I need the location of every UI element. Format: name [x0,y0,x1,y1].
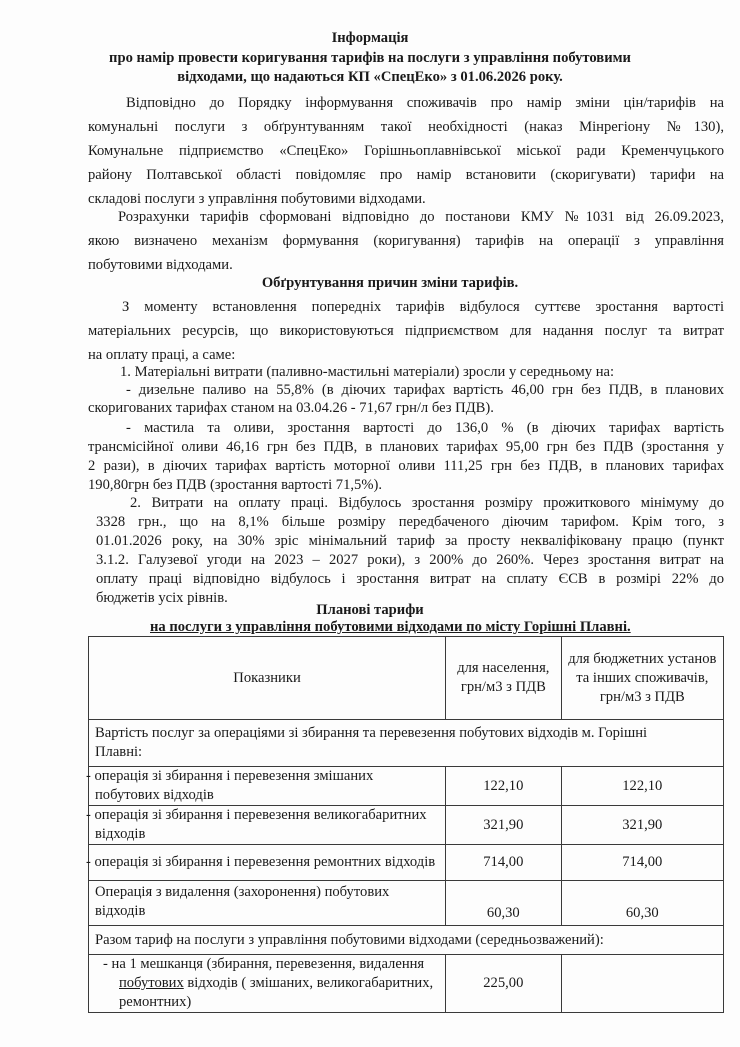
population-value: 122,10 [446,767,562,806]
text-line: побутовими відходами. [88,257,233,273]
label-text: - на 1 мешканця (збирання, перевезення, видалення [103,956,425,972]
document-title: Інформація [331,30,409,46]
text-line: - мастила та оливи, зростання вартості до 136,0 % (в діючих тарифах вартість [126,420,724,436]
text-line: 2. Витрати на оплату праці. Відбулось зростання розміру прожиткового мінімуму до [130,495,724,511]
section-label: Разом тариф на послуги з управління побутовими відходами (середньозважений): [89,926,724,955]
text-line: на оплату праці, а саме: [88,347,236,363]
text-line: Відповідно до Порядку інформування споживачів про намір зміни цін/тарифів на [126,95,724,111]
column-header-indicators: Показники [89,637,446,720]
tariffs-subtitle: на послуги з управління побутовими відходами по місту Горішні Плавні. [150,619,631,635]
table-row [89,845,724,881]
label-text: відходів ( змішаних, великогабаритних, ремонтних) [119,975,434,1010]
text-line: 2 рази), в діючих тарифах вартість моторної оливи 111,25 грн без ПДВ, в планових тарифах [88,458,724,474]
table-row [89,767,724,806]
other-value: 714,00 [561,845,723,881]
text-line: бюджетів усіх рівнів. [96,590,228,606]
row-label: Операція з видалення (захоронення) побутових відходів [89,881,446,926]
text-line: З моменту встановлення попередніх тарифів відбулося суттєве зростання вартості [122,299,724,315]
text-line: матеріальних ресурсів, що використовуються підприємством для надання послуг та витрат [88,323,724,339]
table-row-per-resident [89,955,724,1013]
text-line: 01.01.2026 року, на 30% зріс мінімальний тариф за просту некваліфіковану працю (пункт [96,533,724,549]
justification-heading: Обґрунтування причин зміни тарифів. [261,275,519,291]
text-line: комунальні послуги з обґрунтуванням такої необхідності (наказ Мінрегіону №130), [88,119,724,135]
text-line: якою визначено механізм формування (коригування) тарифів на операції з управління [88,233,724,249]
text-line: Комунальне підприємство «СпецЕко» Горішньоплавнівської міської ради Кременчуцького [88,143,724,159]
document-subtitle-line-2: відходами, що надаються КП «СпецЕко» з 01.06.2026 року. [177,69,563,85]
other-value: 321,90 [561,806,723,845]
label-underlined-text: побутових [119,975,184,991]
population-value: 321,90 [446,806,562,845]
row-label: - операція зі збирання і перевезення змішаних побутових відходів [89,767,446,806]
table-row-disposal [89,881,724,926]
row-label: - операція зі збирання і перевезення великогабаритних відходів [89,806,446,845]
column-header-population: для населення, грн/м3 з ПДВ [446,637,562,720]
text-line: складові послуги з управління побутовими відходами. [88,191,426,207]
list-item-title: 1. Матеріальні витрати (паливно-мастильні матеріали) зросли у середньому на: [120,364,615,380]
population-value: 225,00 [446,955,562,1013]
text-line: 3.1.2. Галузевої угоди на 2023 – 2027 роки), з 200% до 260%. Через зростання витрат на [96,552,724,568]
text-line: оплату праці відповідно відбулось і зростання витрат на сплату ЄСВ в розмірі 22% до [96,571,724,587]
other-value: 122,10 [561,767,723,806]
text-line: 3328 грн., що на 8,1% більше розміру передбаченого діючим тарифом. Крім того, з [96,514,724,530]
other-value [561,955,723,1013]
row-label: - операція зі збирання і перевезення ремонтних відходів [89,845,446,881]
population-value: 60,30 [446,881,562,926]
document-subtitle-line-1: про намір провести коригування тарифів на послуги з управління побутовими [109,50,631,66]
table-header-row [89,637,724,720]
tariffs-table [88,636,724,1013]
text-line: - дизельне паливо на 55,8% (в діючих тарифах вартість 46,00 грн без ПДВ, в планових [126,382,724,398]
table-section-row-collection [89,720,724,767]
table-section-row-total [89,926,724,955]
text-line: 190,80грн без ПДВ (зростання вартості 71,5%). [88,477,383,493]
text-line: району Полтавської області повідомляє про намір встановити (скоригувати) тарифи на [88,167,724,183]
text-line: трансмісійної оливи 46,16 грн без ПДВ, в планових тарифах 95,00 грн без ПДВ (зростання у [88,439,724,455]
other-value: 60,30 [561,881,723,926]
column-header-other-consumers: для бюджетних установ та інших споживачів, грн/м3 з ПДВ [561,637,723,720]
text-line: скоригованих тарифах станом на 03.04.26 - 71,67 грн/л без ПДВ). [88,400,494,416]
population-value: 714,00 [446,845,562,881]
tariffs-title: Планові тарифи [316,602,424,618]
text-line: Розрахунки тарифів сформовані відповідно до постанови КМУ №1031 від 26.09.2023, [118,209,724,225]
section-label: Вартість послуг за операціями зі збирання та перевезення побутових відходів м. Горішні Плавні: [89,720,724,767]
table-row [89,806,724,845]
row-label [89,955,446,1013]
